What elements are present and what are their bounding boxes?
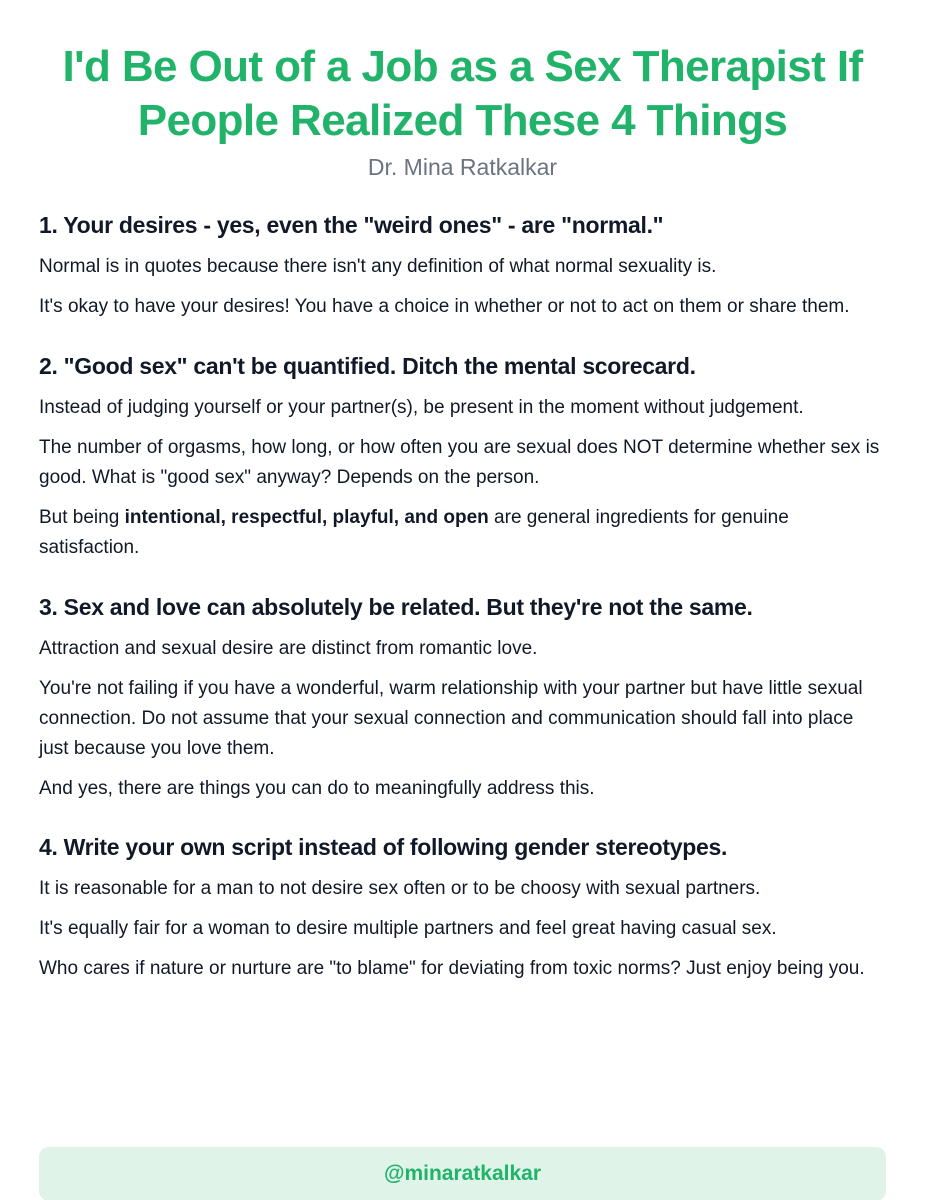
section-heading: 4. Write your own script instead of following gender stereotypes. — [39, 834, 728, 860]
section-heading: 2. "Good sex" can't be quantified. Ditch the mental scorecard. — [39, 353, 696, 379]
section-paragraph: It is reasonable for a man to not desire sex often or to be choosy with sexual partners. — [39, 878, 761, 899]
section-paragraph: Instead of judging yourself or your partner(s), be present in the moment without judgement. — [39, 397, 804, 418]
section-heading: 1. Your desires - yes, even the "weird ones" - are "normal." — [39, 212, 664, 238]
footer-banner — [39, 1147, 886, 1200]
section-paragraph: The number of orgasms, how long, or how often you are sexual does NOT determine whether sex is good. What is "good sex" anyway? Depends on the person. — [39, 437, 880, 488]
author-name: Dr. Mina Ratkalkar — [367, 154, 558, 180]
paragraph-text: are general ingredients for genuine satisfaction. — [39, 507, 789, 558]
section-2 — [39, 351, 886, 563]
article-page — [0, 40, 925, 1200]
section-heading: 3. Sex and love can absolutely be related. But they're not the same. — [39, 594, 753, 620]
section-paragraph: And yes, there are things you can do to meaningfully address this. — [39, 778, 595, 799]
emphasized-text: intentional, respectful, playful, and open — [124, 507, 489, 528]
section-paragraph: Attraction and sexual desire are distinct from romantic love. — [39, 638, 538, 659]
section-paragraph: Who cares if nature or nurture are "to blame" for deviating from toxic norms? Just enjoy being you. — [39, 958, 865, 979]
paragraph-text: But being — [39, 507, 125, 528]
section-paragraph: Normal is in quotes because there isn't any definition of what normal sexuality is. — [39, 256, 717, 277]
article-title: I'd Be Out of a Job as a Sex Therapist If People Realized These 4 Things — [62, 42, 863, 145]
section-3 — [39, 592, 886, 804]
section-paragraph: You're not failing if you have a wonderful, warm relationship with your partner but have little sexual connection. Do not assume that your sexual connection and communication should fall into place just because you love them. — [39, 678, 863, 759]
social-handle[interactable]: @minaratkalkar — [383, 1162, 542, 1185]
section-4 — [39, 832, 886, 984]
section-paragraph-with-emphasis — [39, 503, 886, 563]
section-1 — [39, 210, 886, 322]
section-paragraph: It's equally fair for a woman to desire multiple partners and feel great having casual sex. — [39, 918, 777, 939]
section-paragraph: It's okay to have your desires! You have a choice in whether or not to act on them or share them. — [39, 296, 850, 317]
